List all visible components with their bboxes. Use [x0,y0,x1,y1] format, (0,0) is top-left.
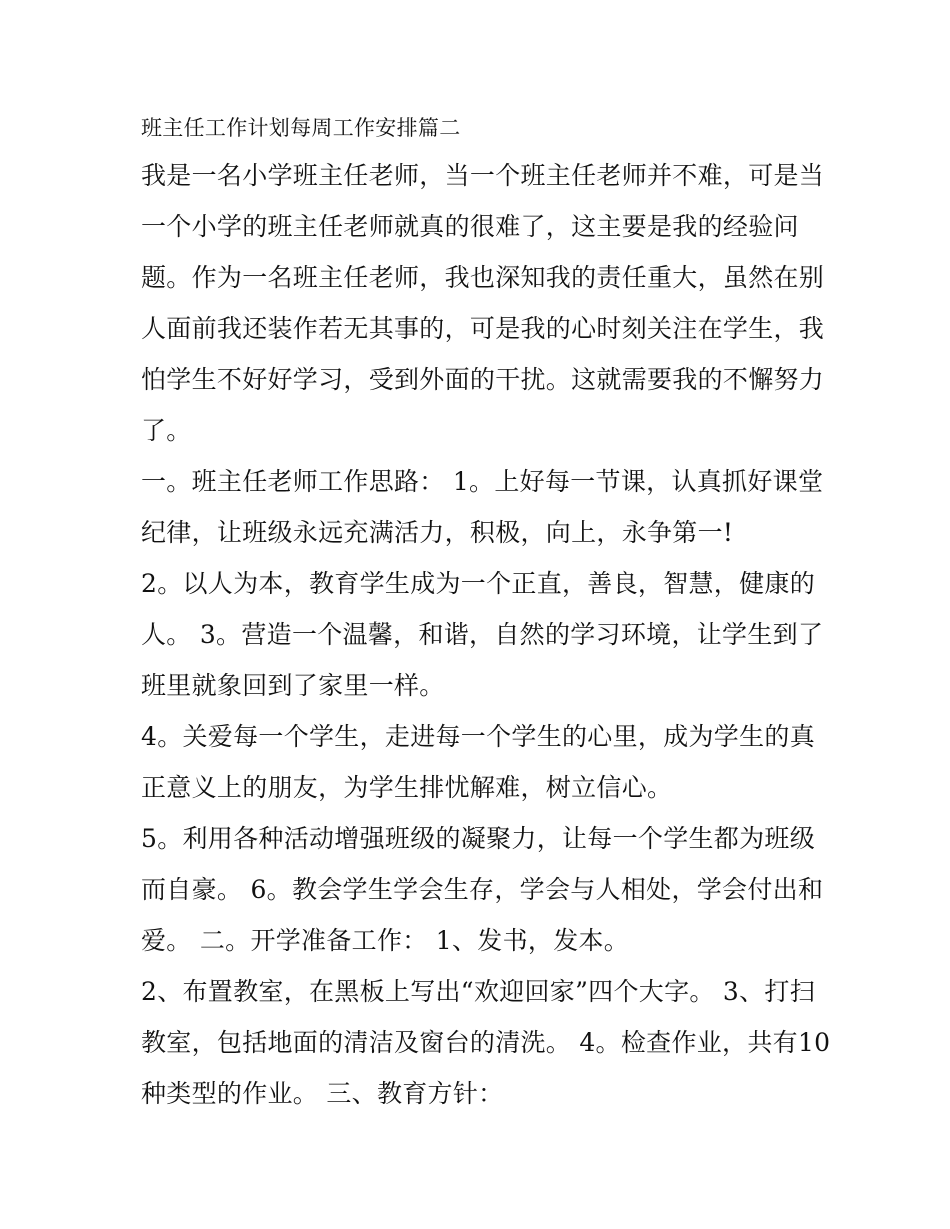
text-line: 4。关爱每一个学生，走进每一个学生的心里，成为学生的真 [141,722,816,751]
text-line: 一。班主任老师工作思路： 1。上好每一节课，认真抓好课堂 [141,467,824,496]
document-body [141,106,831,1119]
text-line: 教室，包括地面的清洁及窗台的清洗。 4。检查作业，共有10 [141,1028,831,1057]
text-line: 题。作为一名班主任老师，我也深知我的责任重大，虽然在别 [141,263,825,292]
text-line: 一个小学的班主任老师就真的很难了，这主要是我的经验问 [141,212,799,241]
text-line: 2。以人为本，教育学生成为一个正直，善良，智慧，健康的 [141,569,816,598]
text-line: 怕学生不好好学习，受到外面的干扰。这就需要我的不懈努力 [141,365,825,394]
text-line: 爱。 二。开学准备工作： 1、发书，发本。 [141,926,630,955]
document-title: 班主任工作计划每周工作安排篇二 [141,116,461,140]
text-line: 了。 [141,416,192,445]
text-line: 班里就象回到了家里一样。 [141,671,445,700]
text-line: 纪律，让班级永远充满活力，积极，向上，永争第一! [141,518,734,547]
text-line: 正意义上的朋友，为学生排忧解难，树立信心。 [141,773,673,802]
text-line: 而自豪。 6。教会学生学会生存，学会与人相处，学会付出和 [141,875,824,904]
text-line: 我是一名小学班主任老师，当一个班主任老师并不难，可是当 [141,161,825,190]
text-line: 人面前我还装作若无其事的，可是我的心时刻关注在学生，我 [141,314,825,343]
text-line: 5。利用各种活动增强班级的凝聚力，让每一个学生都为班级 [141,824,816,853]
text-line: 种类型的作业。 三、教育方针： [141,1079,504,1108]
text-line: 2、布置教室，在黑板上写出“欢迎回家”四个大字。 3、打扫 [141,977,816,1006]
text-line: 人。 3。营造一个温馨，和谐，自然的学习环境，让学生到了 [141,620,824,649]
